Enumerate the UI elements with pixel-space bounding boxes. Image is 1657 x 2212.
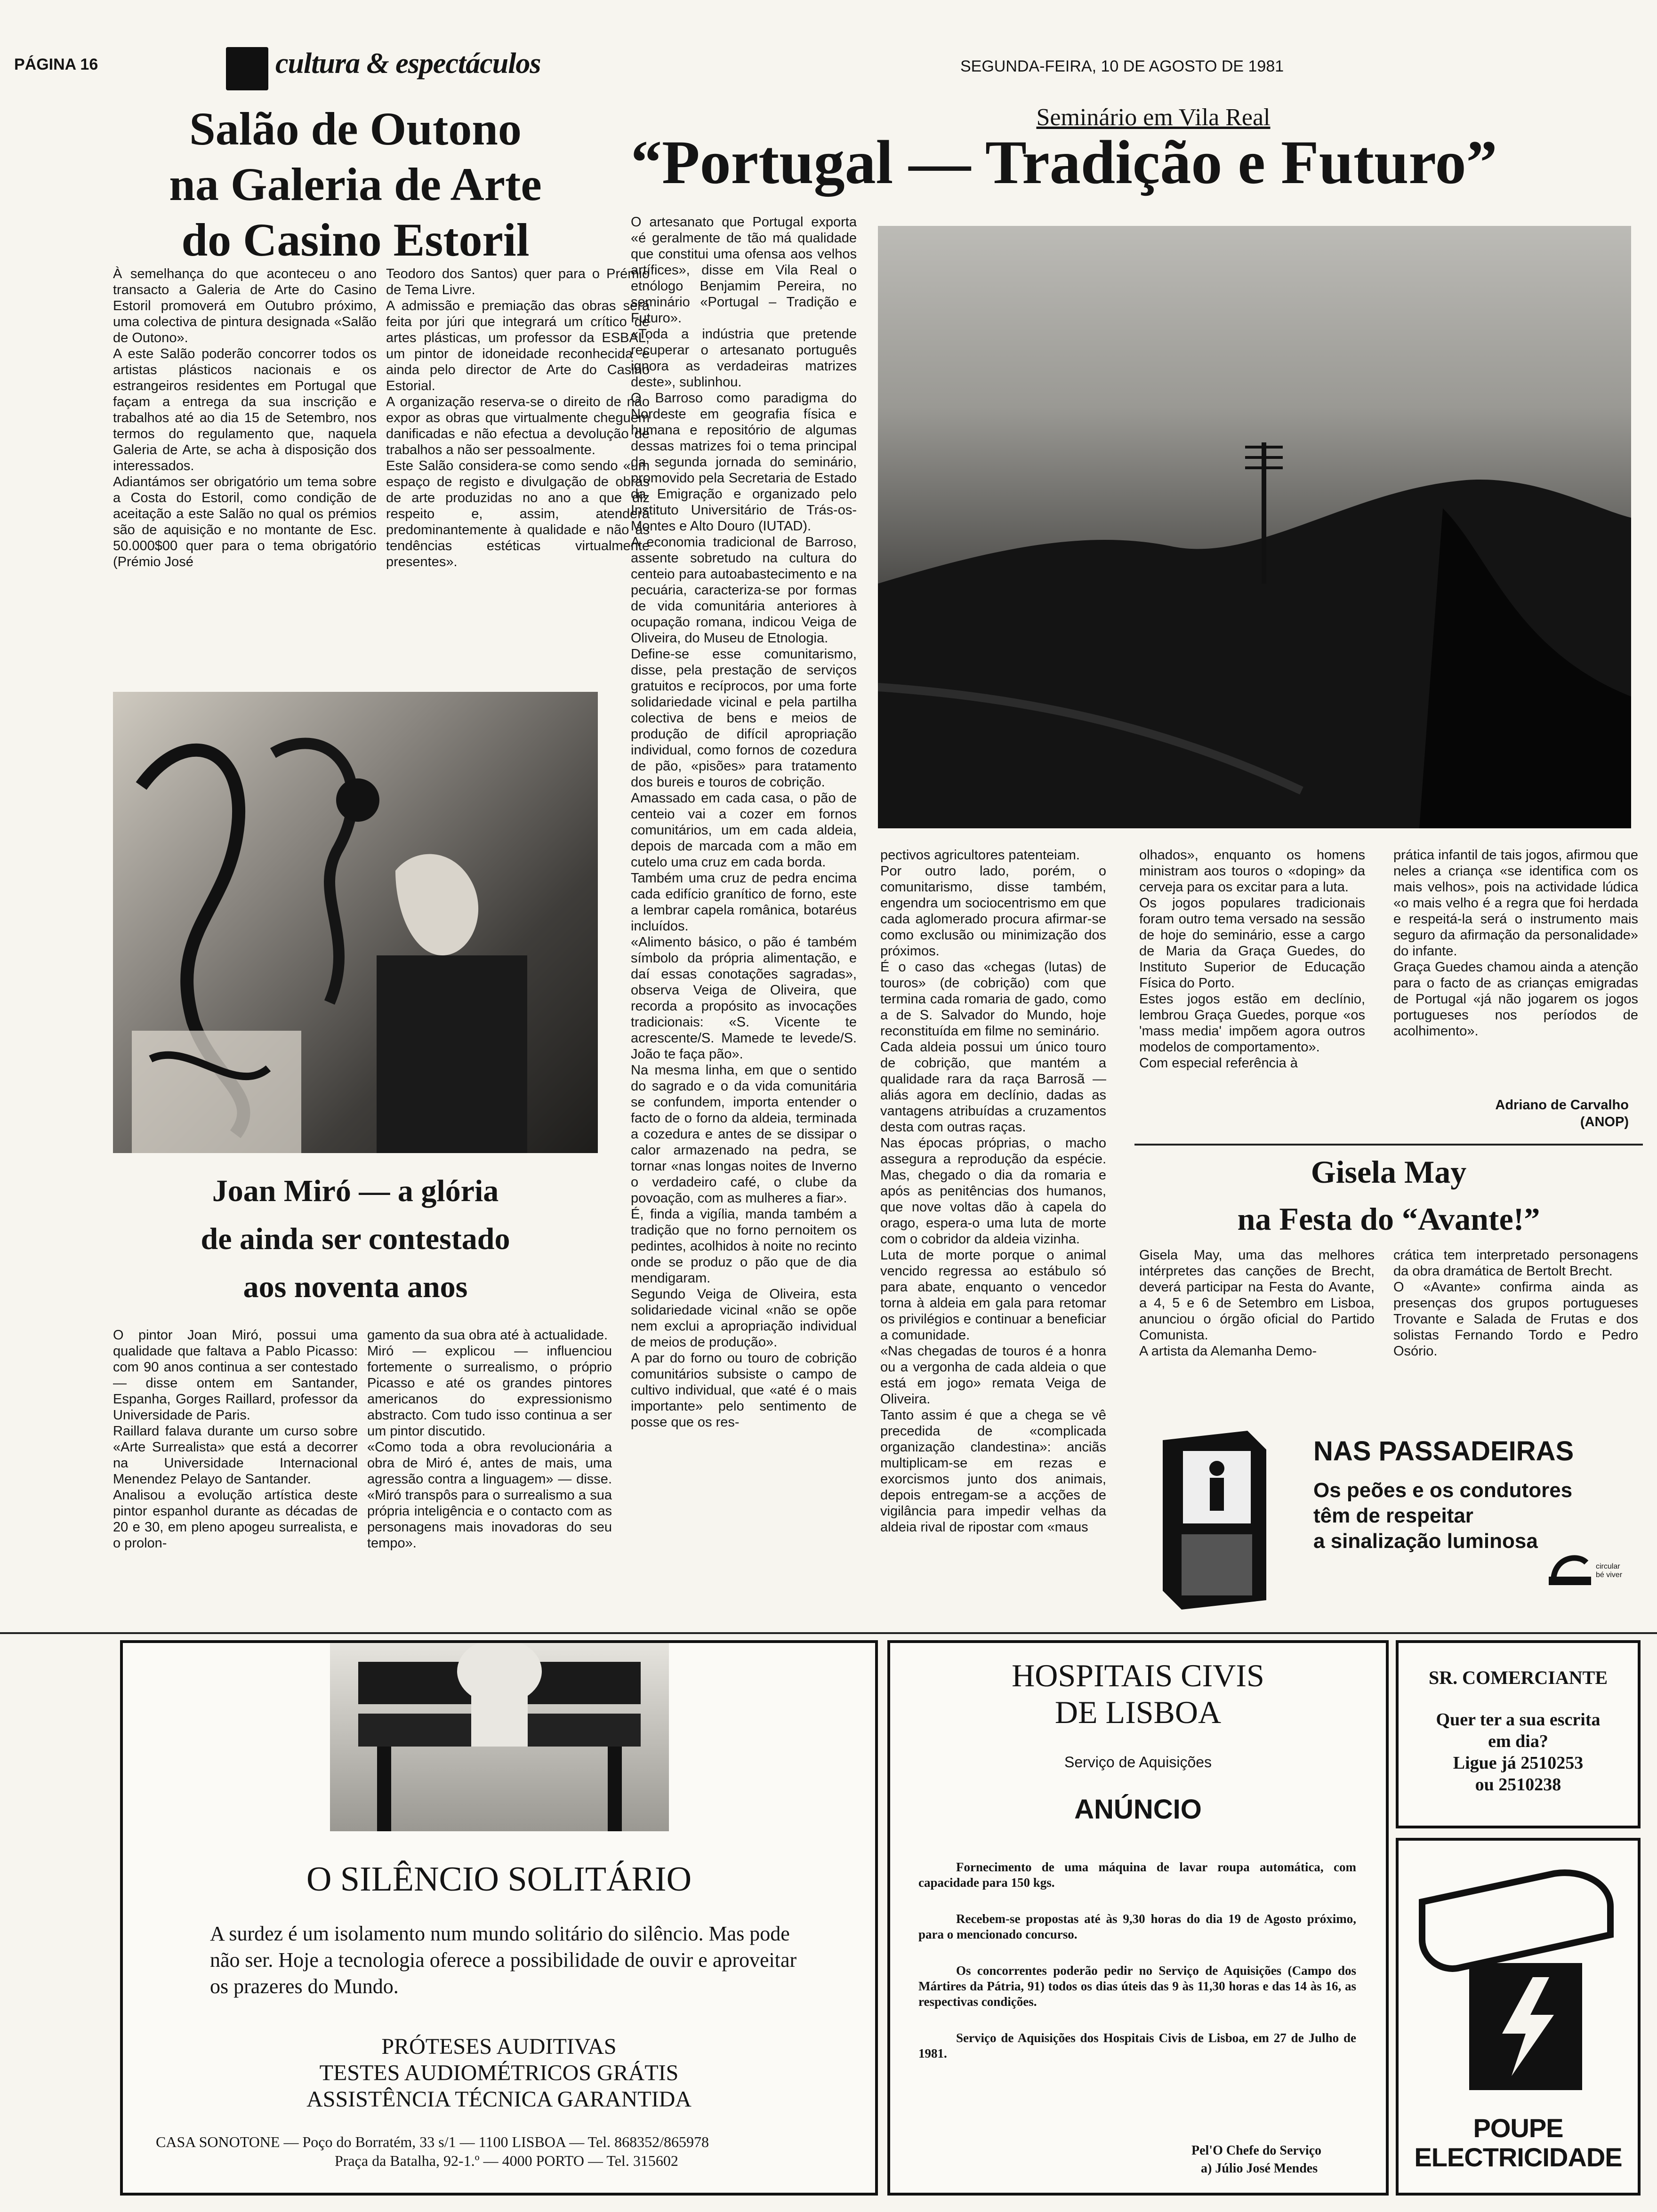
finger-plug-icon [1413, 1855, 1625, 2100]
passadeiras-message [1313, 1478, 1572, 1554]
portugal-text-3: olhados», enquanto os homens ministram aos touros o «doping» da cerveja para os excitar para a luta. Os jogos populares tradicionais foram outro tema versado na sessão de hoje do seminário, esse a cargo de Maria da Graça Guedes, do Instituto Superior de Educação Física do Porto. Estes jogos estão em declínio, lembrou Graça Guedes, porque «os 'mass media' impõem agora outros modelos de comportamento». Com especial referência à [1139, 848, 1365, 1071]
salao-column-2 [386, 266, 650, 675]
hospitais-sign2: a) Júlio José Mendes [1201, 2161, 1318, 2176]
comerciante-line1: Quer ter a sua escrita [1436, 1710, 1601, 1730]
landscape-photo-art [878, 226, 1631, 828]
portugal-column-3 [1139, 847, 1365, 1139]
hospitais-anuncio: ANÚNCIO [1074, 1794, 1202, 1825]
miro-title-line2: de ainda ser contestado [201, 1222, 510, 1256]
gisela-text-1: Gisela May, uma das melhores intérpretes das canções de Brecht, deverá participar na Festa do Avante, a 4, 5 e 6 de Setembro em Lisboa, anunciou o órgão oficial do Partido Comunista. A artista da Alemanha Demo- [1139, 1248, 1375, 1359]
comerciante-title: SR. COMERCIANTE [1428, 1667, 1608, 1688]
gisela-column-1 [1139, 1247, 1375, 1388]
comerciante-line3: Ligue já 2510253 [1453, 1753, 1584, 1773]
silencio-line2: TESTES AUDIOMÉTRICOS GRÁTIS [319, 2060, 679, 2085]
ads-separator [0, 1632, 1657, 1634]
silencio-address2: Praça da Batalha, 92-1.º — 4000 PORTO — Tel. 315602 [335, 2152, 678, 2169]
issue-date: SEGUNDA-FEIRA, 10 DE AGOSTO DE 1981 [960, 57, 1284, 75]
circular-logo-text: circular bé viver [1596, 1563, 1623, 1579]
byline-name: Adriano de Carvalho [1495, 1098, 1629, 1113]
salao-title-line2: na Galeria de Arte [169, 158, 542, 210]
passadeiras-line1: Os peões e os condutores [1313, 1479, 1573, 1502]
comerciante-line4: ou 2510238 [1475, 1775, 1561, 1795]
hospitais-notice [918, 1859, 1356, 2061]
landscape-photo [878, 226, 1631, 828]
silencio-address1: CASA SONOTONE — Poço do Borratém, 33 s/1 — 1100 LISBOA — Tel. 868352/865978 [156, 2133, 709, 2150]
poupe-ad [1396, 1838, 1641, 2196]
hospitais-signature [1191, 2142, 1370, 2178]
portugal-text-4: prática infantil de tais jogos, afirmou que neles a criança «se identifica com os mais velhos», pois na actividade lúdica «o mais velho é a regra que foi herdada e respeitá-la será o instrumento mais seguro da afirmação da personalidade» do infante. Graça Guedes chamou ainda a atenção para o facto de as crianças emigradas de Portugal «já não jogarem os jogos portugueses nos períodos de acolhimento». [1393, 848, 1638, 1039]
gisela-text-2: crática tem interpretado personagens da obra dramática de Bertolt Brecht. O «Avante» confirma ainda as presenças dos grupos portugueses Trovante e Salada de Frutas e dos solistas Fernando Tordo e Pedro Osório. [1393, 1248, 1638, 1359]
portugal-column-1 [631, 214, 857, 1626]
portugal-column-2 [880, 847, 1106, 1628]
miro-title-line3: aos noventa anos [243, 1270, 468, 1304]
portugal-text-1: O artesanato que Portugal exporta «é geralmente de tão má qualidade que constitui uma ofensa aos velhos artífices», disse em Vila Real o etnólogo Benjamim Pereira, no seminário «Portugal – Tradição e Futuro». «Toda a indústria que pretende recuperar o artesanato português ignora as verdadeiras matrizes deste», sublinhou. O Barroso como paradigma do Nordeste em geografia física e humana e repositório de algumas dessas matrizes foi o tema principal da segunda jornada do seminário, promovido pela Secretaria de Estado da Emigração e organizado pelo Instituto Universitário de Trás-os-Montes e Alto Douro (IUTAD). A economia tradicional de Barroso, assente sobretudo na cultura do centeio para autoabastecimento e na pecuária, caracteriza-se por formas de vida comunitária anteriores à ocupação romana, indicou Veiga de Oliveira, do Museu de Etnologia. Define-se esse comunitarismo, disse, pela prestação de serviços gratuitos e recíprocos, por uma forte solidariedade vicinal e pela partilha colectiva de bens e meios de produção de difícil apropriação individual, como fornos de cozedura de pão, «pisões» para tratamento dos bureis e touros de cobrição. Amassado em cada casa, o pão de centeio vai a cozer em fornos comunitários, um em cada aldeia, depois de marcada com a mão em cutelo uma cruz em cada borda. Também uma cruz de pedra encima cada edifício granítico de forno, este a lembrar capela românica, botaréus incluídos. «Alimento básico, o pão é também símbolo da própria alimentação, e daí essas conotações sagradas», observa Veiga de Oliveira, que recorda a propósito as invocações tradicionais: «S. Vicente te acrescente/S. Mamede te levede/S. João te faça pão». Na mesma linha, em que o sentido do sagrado e o da vida comunitária se confundem, importa entender o facto de o forno da aldeia, terminada a cozedura e antes de se dissipar o calor armazenado na pedra, se tornar «nas longas noites de Inverno o verdadeiro café, o clube da povoação, com as mulheres a fiar». É, finda a vigília, manda também a tradição que no forno pernoitem os pedintes, acolhidos à noite no recinto onde se produz o pão que de dia mendigaram. Segundo Veiga de Oliveira, esta solidariedade vicinal «não se opõe nem exclui a apropriação individual de meios de produção». A par do forno ou touro de cobrição comunitários subsiste o campo de cultivo individual, que «até é o mais importante» pelo sentimento de posse que os res- [631, 215, 857, 1430]
salao-text-2: Teodoro dos Santos) quer para o Prémio de Tema Livre. A admissão e premiação das obras será feita por júri que integrará um crítico de artes plásticas, um professor da ESBAL, um pintor de idoneidade reconhecida e ainda pelo director de Arte do Casino Estorial. A organização reserva-se o direito de não expor as obras que virtualmente cheguem danificadas e não efectua a devolução de trabalhos a não ser pessoalmente. Este Salão considera-se como sendo «um espaço de registo e divulgação de obras de arte produzidas no ano a que diz respeito e, assim, atenderá predominantemente à qualidade e não às tendências estéticas virtualmente presentes». [386, 266, 650, 569]
portugal-kicker: Seminário em Vila Real [1036, 104, 1271, 131]
section-logo: cultura & espectáculos [275, 48, 541, 80]
silencio-line1: PRÓTESES AUDITIVAS [381, 2034, 617, 2059]
hospitais-sign1: Pel'O Chefe do Serviço [1191, 2143, 1322, 2158]
portugal-byline [1393, 1097, 1629, 1130]
hospitais-p1: Fornecimento de uma máquina de lavar roupa automática, com capacidade para 150 kgs. [918, 1860, 1356, 1890]
silencio-ad [120, 1640, 878, 2196]
plug-graphic [1413, 1855, 1625, 2100]
miro-column-2 [367, 1327, 612, 1624]
miro-photo-art [113, 692, 598, 1153]
hospitais-p4: Serviço de Aquisições dos Hospitais Civis de Lisboa, em 27 de Julho de 1981. [918, 2031, 1356, 2060]
comerciante-line2: em dia? [1488, 1731, 1548, 1751]
passadeiras-line3: a sinalização luminosa [1313, 1530, 1538, 1553]
miro-text-2: gamento da sua obra até à actualidade. Miró — explicou — influenciou fortemente o surrealismo, o próprio Picasso e até os grandes pintores americanos do expressionismo abstracto. Com tudo isso continua a ser um pintor discutido. «Como toda a obra revolucionária a obra de Miró é, antes de mais, uma agressão contra a linguagem» — disse. «Miró transpôs para o surrealismo a sua própria inteligência e o contacto com as personagens mais inovadoras do seu tempo». [367, 1328, 612, 1551]
passadeiras-title: NAS PASSADEIRAS [1313, 1436, 1574, 1467]
hospitais-title-line2: DE LISBOA [1054, 1694, 1222, 1730]
silencio-line3: ASSISTÊNCIA TÉCNICA GARANTIDA [306, 2087, 692, 2112]
passadeiras-ad [1153, 1421, 1643, 1619]
page-number: PÁGINA 16 [14, 56, 98, 73]
comerciante-ad [1396, 1640, 1641, 1828]
salao-column-1 [113, 266, 377, 675]
gisela-headline [1134, 1148, 1643, 1242]
silencio-body: A surdez é um isolamento num mundo solitário do silêncio. Mas pode não ser. Hoje a tecnologia oferece a possibilidade de ouvir e aproveitar os prazeres do Mundo. [210, 1922, 797, 1998]
miro-title-line1: Joan Miró — a glória [212, 1174, 499, 1208]
salao-headline [85, 101, 626, 268]
salao-title-line1: Salão de Outono [189, 103, 522, 155]
hospitais-title-line1: HOSPITAIS CIVIS [1012, 1658, 1264, 1693]
portugal-headline: “Portugal — Tradição e Futuro” [631, 128, 1497, 197]
passadeiras-line2: têm de respeitar [1313, 1504, 1473, 1527]
bench-photo-art [330, 1643, 669, 1831]
gisela-title-line1: Gisela May [1311, 1154, 1467, 1190]
traffic-light-graphic [1153, 1431, 1276, 1610]
byline-agency: (ANOP) [1580, 1114, 1629, 1130]
section-logo-badge [226, 47, 268, 90]
miro-text-1: O pintor Joan Miró, possui uma qualidade que faltava a Pablo Picasso: com 90 anos continua a ser contestado — disse ontem em Santander, Espanha, Gorges Raillard, professor da Universidade de Paris. Raillard falava durante um curso sobre «Arte Surrealista» que está a decorrer na Universidade Internacional Menendez Pelayo de Santander. Analisou a evolução artística deste pintor espanhol durante as décadas de 20 e 30, em pleno apogeu surrealista, e o prolon- [113, 1328, 358, 1551]
comerciante-message [1399, 1709, 1638, 1795]
miro-headline [113, 1167, 598, 1311]
miro-photo [113, 692, 598, 1153]
poupe-line1: POUPE [1473, 2113, 1563, 2143]
hospitais-service: Serviço de Aquisições [1064, 1754, 1212, 1771]
hospitais-p3: Os concorrentes poderão pedir no Serviço de Aquisições (Campo dos Mártires da Pátria, 91) todos os dias úteis das 9 às 11,30 horas e das 14 às 16, as respectivas condições. [918, 1964, 1356, 2009]
bench-photo [330, 1643, 669, 1831]
masthead [0, 0, 1657, 94]
portugal-text-2: pectivos agricultores patenteiam. Por outro lado, porém, o comunitarismo, disse também, engendra um sociocentrismo em que cada aglomerado procura afirmar-se como exclusão ou minimização dos próximos. É o caso das «chegas (lutas) de touros» (de cobrição) com que termina cada romaria de gado, como a de S. Salvador do Mundo, hoje reconstituída em filme no seminário. Cada aldeia possui um único touro de cobrição, que mantém a qualidade rara da raça Barrosã — aliás agora em declínio, dadas as vantagens atribuídas a cruzamentos desta com outras raças. Nas épocas próprias, o macho assegura a reprodução da espécie. Mas, chegado o dia da romaria e após as penitências dos humanos, que nove voltas dão à capela do orago, espera-o uma luta de morte com o cobridor da aldeia vizinha. Luta de morte porque o animal vencido regressa ao estábulo só para abate, enquanto o vencedor torna à aldeia em gala para retomar os privilégios e continuar a beneficiar a comunidade. «Nas chegadas de touros é a honra ou a vergonha de cada aldeia o que está em jogo» remata Veiga de Oliveira. Tanto assim é que a chega se vê precedida de «complicada organização clandestina»: anciãs multiplicam-se em rezas e exorcismos junto dos animais, depois entregam-se a acções de vigilância para impedir velhas da aldeia rival de ripostar com «maus [880, 848, 1106, 1535]
salao-title-line3: do Casino Estoril [181, 214, 530, 266]
hospitais-ad [887, 1640, 1389, 2196]
gisela-column-2 [1393, 1247, 1638, 1388]
poupe-text [1399, 2114, 1638, 2172]
poupe-line2: ELECTRICIDADE [1414, 2142, 1622, 2172]
traffic-light-icon [1153, 1431, 1276, 1610]
portugal-column-4 [1393, 847, 1638, 1111]
silencio-services [123, 2034, 875, 2113]
silencio-address [156, 2132, 862, 2170]
hospitais-p2: Recebem-se propostas até às 9,30 horas do dia 19 de Agosto próximo, para o mencionado concurso. [918, 1912, 1356, 1941]
salao-text-1: À semelhança do que aconteceu o ano transacto a Galeria de Arte do Casino Estoril promoverá em Outubro próximo, uma colectiva de pintura designada «Salão de Outono». A este Salão poderão concorrer todos os artistas plásticos nacionais e os estrangeiros residentes em Portugal que façam a entrega da sua inscrição e trabalhos até ao dia 15 de Setembro, nos termos do regulamento que, naquela Galeria de Arte, se acha à disposição dos interessados. Adiantámos ser obrigatório um tema sobre a Costa do Estoril, como condição de aceitação a este Salão no qual os prémios são de aquisição e no montante de Esc. 50.000$00 quer para o tema obrigatório (Prémio José [113, 266, 377, 569]
gisela-top-rule [1134, 1144, 1643, 1146]
hospitais-title [890, 1657, 1386, 1731]
silencio-title: O SILÊNCIO SOLITÁRIO [306, 1860, 692, 1899]
miro-column-1 [113, 1327, 358, 1624]
gisela-title-line2: na Festa do “Avante!” [1237, 1201, 1540, 1237]
